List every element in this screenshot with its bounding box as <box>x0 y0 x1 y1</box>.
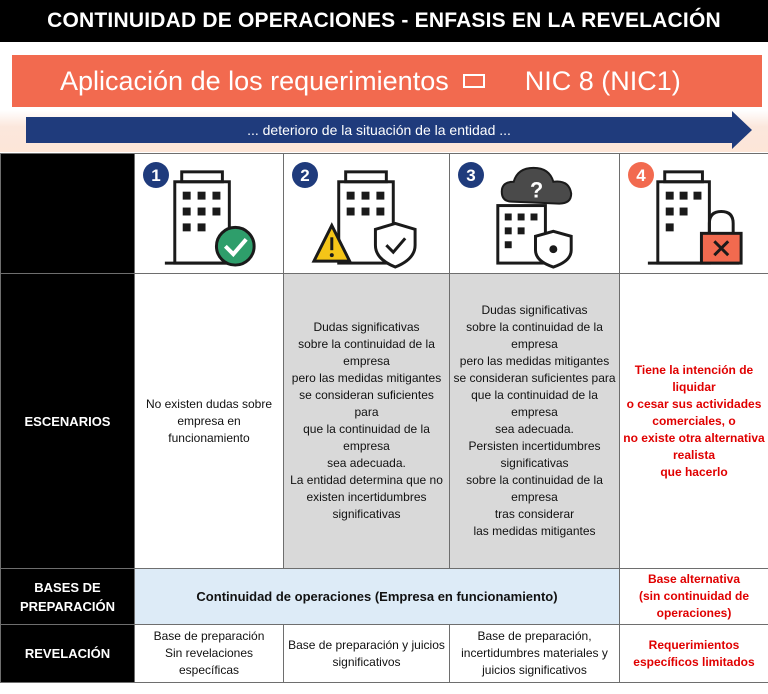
scenario-text: Dudas significativas sobre la continuidad de la empresa pero las medidas mitigantes se consideran suficientes para que la continuidad de la empresa sea adecuada. La entidad determina que no existen incertidumbres significativas <box>284 274 450 569</box>
svg-text:?: ? <box>529 177 544 203</box>
arrow-icon <box>463 74 485 88</box>
scenario-number: 2 <box>292 162 318 188</box>
scenario-text: Dudas significativas sobre la continuidad de la empresa pero las medidas mitigantes se consideran suficientes para que la continuidad de la empresa sea adecuada. Persisten incertidumbres significativas sobre la continuidad de la empresa tras considerar las medidas mitigantes <box>450 274 620 569</box>
disclosure-text: Base de preparación, incertidumbres materiales y juicios significativos <box>450 625 620 683</box>
disclosure-text: Base de preparación Sin revelaciones específicas <box>135 625 284 683</box>
scenario-number: 4 <box>628 162 654 188</box>
building-warning-shield-icon <box>284 154 449 273</box>
bases-alternative: Base alternativa (sin continuidad de operaciones) <box>620 569 768 625</box>
bases-common: Continuidad de operaciones (Empresa en funcionamiento) <box>135 569 620 625</box>
scenario-2-icon-cell <box>284 154 450 274</box>
deterioration-text: ... deterioro de la situación de la entidad ... <box>247 122 511 138</box>
scenario-3-icon-cell <box>450 154 620 274</box>
disclosure-text: Base de preparación y juicios significativos <box>284 625 450 683</box>
building-lock-icon <box>620 154 768 273</box>
header-corner <box>1 154 135 274</box>
scenario-text: Tiene la intención de liquidar o cesar sus actividades comerciales, o no existe otra alternativa realista que hacerlo <box>620 274 768 569</box>
disclosure-text: Requerimientos específicos limitados <box>620 625 768 683</box>
row-label-revelacion: REVELACIÓN <box>1 625 135 683</box>
scenario-number: 1 <box>143 162 169 188</box>
row-label-escenarios: ESCENARIOS <box>1 274 135 569</box>
deterioration-arrow <box>26 117 732 143</box>
building-cloud-question-icon <box>450 154 619 273</box>
scenario-table <box>0 153 768 683</box>
requirements-banner <box>12 55 762 107</box>
scenario-text: No existen dudas sobre empresa en funcionamiento <box>135 274 284 569</box>
scenario-number: 3 <box>458 162 484 188</box>
requirements-standard: NIC 8 (NIC1) <box>524 65 681 96</box>
requirements-label: Aplicación de los requerimientos <box>60 65 449 96</box>
arrow-head-icon <box>732 111 752 149</box>
row-label-bases: BASES DE PREPARACIÓN <box>1 569 135 625</box>
page-title: CONTINUIDAD DE OPERACIONES - ENFASIS EN LA REVELACIÓN <box>0 0 768 42</box>
building-check-icon <box>135 154 283 273</box>
scenario-4-icon-cell <box>620 154 768 274</box>
scenario-1-icon-cell <box>135 154 284 274</box>
